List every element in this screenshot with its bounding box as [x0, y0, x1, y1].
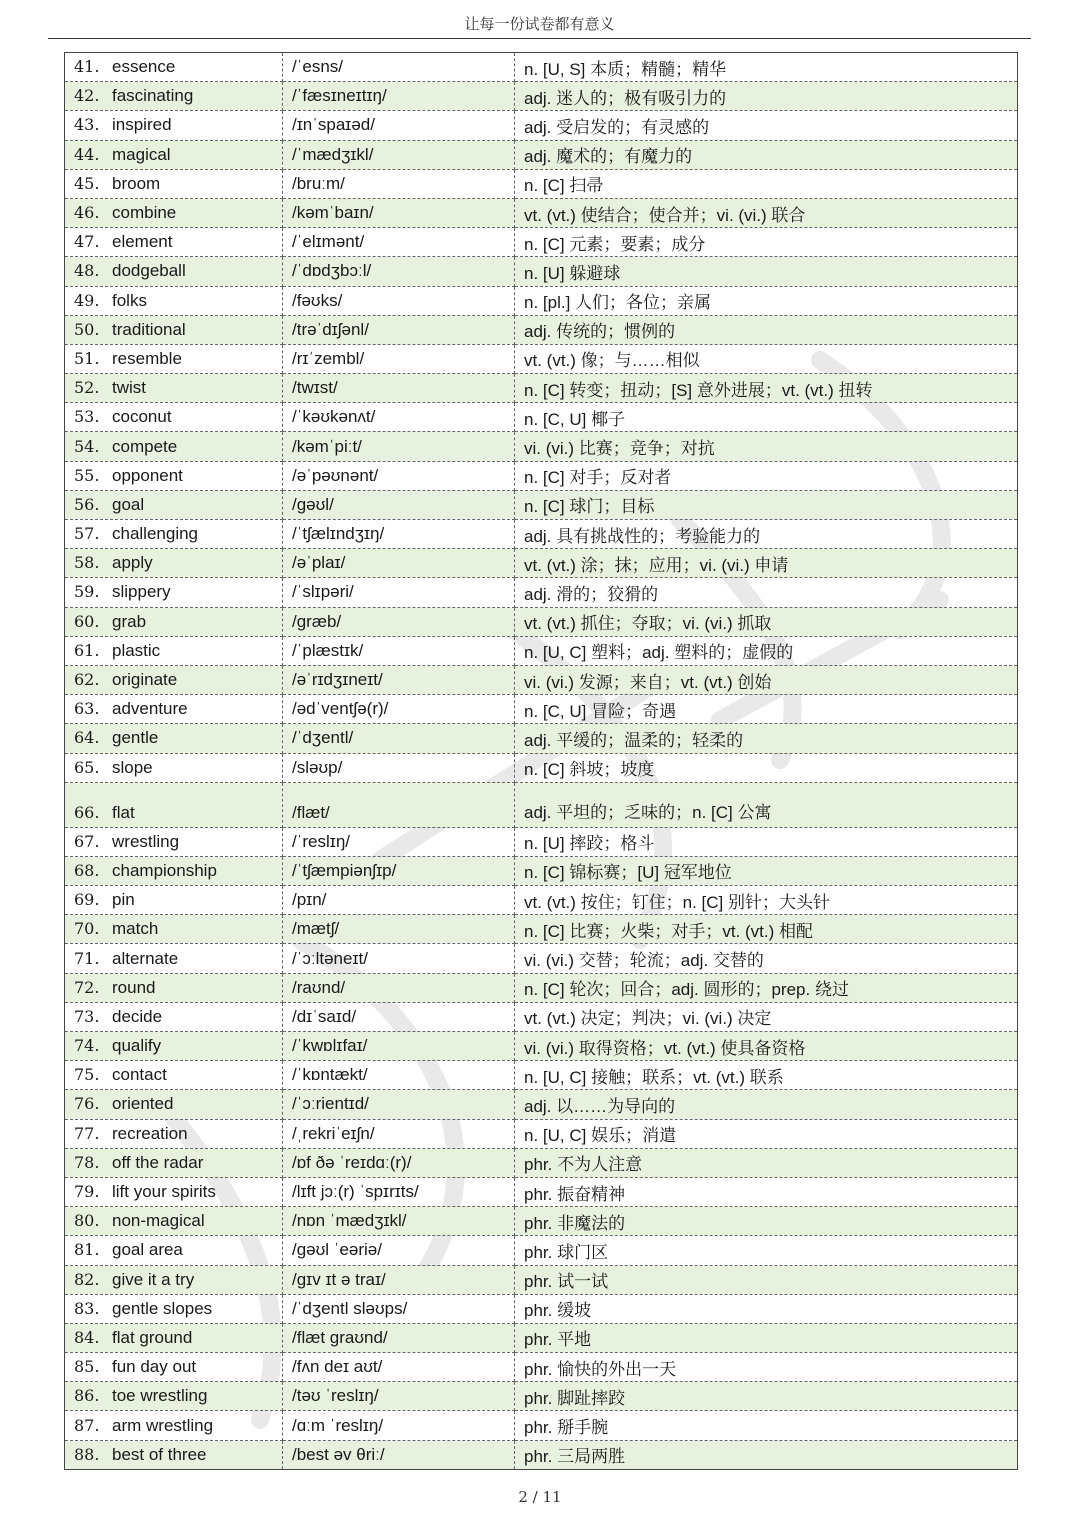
entry-meaning: vt. (vt.) 决定；判决；vi. (vi.) 决定	[515, 1002, 1018, 1031]
entry-phonetic: /flæt/	[283, 782, 515, 827]
table-row	[65, 665, 1018, 694]
entry-meaning: adj. 以……为导向的	[515, 1090, 1018, 1119]
entry-cell	[65, 169, 283, 198]
entry-meaning: phr. 非魔法的	[515, 1207, 1018, 1236]
table-row	[65, 1032, 1018, 1061]
entry-cell	[65, 607, 283, 636]
entry-word: arm wrestling	[112, 1415, 214, 1435]
table-row	[65, 915, 1018, 944]
table-row	[65, 1061, 1018, 1090]
entry-number: 62.	[74, 670, 100, 690]
entry-number: 51.	[74, 348, 100, 368]
entry-phonetic: /græb/	[283, 607, 515, 636]
table-row	[65, 403, 1018, 432]
entry-cell	[65, 695, 283, 724]
entry-number: 57.	[74, 524, 100, 544]
entry-meaning: n. [U, C] 娱乐；消遣	[515, 1119, 1018, 1148]
entry-cell	[65, 973, 283, 1002]
entry-cell	[65, 1265, 283, 1294]
entry-cell	[65, 1002, 283, 1031]
table-row	[65, 782, 1018, 827]
entry-cell	[65, 257, 283, 286]
entry-cell	[65, 856, 283, 885]
entry-phonetic: /nɒn ˈmædʒɪkl/	[283, 1207, 515, 1236]
entry-number: 74.	[74, 1036, 100, 1056]
entry-phonetic: /ˈesns/	[283, 53, 515, 82]
entry-word: apply	[112, 553, 153, 573]
entry-cell	[65, 636, 283, 665]
entry-meaning: n. [C] 锦标赛；[U] 冠军地位	[515, 856, 1018, 885]
table-row	[65, 856, 1018, 885]
entry-word: championship	[112, 860, 217, 880]
entry-meaning: n. [C] 转变；扭动；[S] 意外进展；vt. (vt.) 扭转	[515, 374, 1018, 403]
entry-phonetic: /təʊ ˈreslɪŋ/	[283, 1382, 515, 1411]
entry-phonetic: /gəʊl/	[283, 490, 515, 519]
entry-cell	[65, 1032, 283, 1061]
entry-meaning: vt. (vt.) 涂；抹；应用；vi. (vi.) 申请	[515, 549, 1018, 578]
entry-phonetic: /ˈkwɒlɪfaɪ/	[283, 1032, 515, 1061]
entry-phonetic: /ˈkəʊkənʌt/	[283, 403, 515, 432]
entry-word: toe wrestling	[112, 1386, 208, 1406]
entry-word: folks	[112, 290, 147, 310]
entry-number: 64.	[74, 728, 100, 748]
table-row	[65, 257, 1018, 286]
entry-phonetic: /ˈdʒentl/	[283, 724, 515, 753]
entry-number: 81.	[74, 1240, 100, 1260]
entry-phonetic: /ˈfæsɪneɪtɪŋ/	[283, 82, 515, 111]
entry-phonetic: /ˈɔːltəneɪt/	[283, 944, 515, 973]
entry-number: 70.	[74, 919, 100, 939]
entry-word: contact	[112, 1065, 167, 1085]
entry-number: 58.	[74, 553, 100, 573]
table-row	[65, 724, 1018, 753]
entry-cell	[65, 403, 283, 432]
entry-number: 80.	[74, 1211, 100, 1231]
entry-cell	[65, 53, 283, 82]
entry-cell	[65, 827, 283, 856]
entry-phonetic: /ɒf ðə ˈreɪdɑː(r)/	[283, 1148, 515, 1177]
entry-meaning: n. [C] 比赛；火柴；对手；vt. (vt.) 相配	[515, 915, 1018, 944]
entry-phonetic: /kəmˈbaɪn/	[283, 198, 515, 227]
table-row	[65, 315, 1018, 344]
table-row	[65, 1353, 1018, 1382]
entry-meaning: adj. 具有挑战性的；考验能力的	[515, 520, 1018, 549]
table-row	[65, 1090, 1018, 1119]
entry-phonetic: /ˈɔːrientɪd/	[283, 1090, 515, 1119]
entry-phonetic: /bruːm/	[283, 169, 515, 198]
entry-cell	[65, 432, 283, 461]
entry-number: 55.	[74, 465, 100, 485]
entry-number: 68.	[74, 860, 100, 880]
entry-word: gentle slopes	[112, 1298, 213, 1318]
entry-cell	[65, 82, 283, 111]
entry-number: 49.	[74, 290, 100, 310]
entry-meaning: adj. 受启发的；有灵感的	[515, 111, 1018, 140]
entry-number: 83.	[74, 1298, 100, 1318]
entry-cell	[65, 1294, 283, 1323]
entry-phonetic: /sləʊp/	[283, 753, 515, 782]
entry-word: traditional	[112, 319, 186, 339]
entry-cell	[65, 549, 283, 578]
entry-phonetic: /əˈpəʊnənt/	[283, 461, 515, 490]
table-row	[65, 549, 1018, 578]
entry-phonetic: /raʊnd/	[283, 973, 515, 1002]
entry-meaning: n. [U, S] 本质；精髓；精华	[515, 53, 1018, 82]
entry-meaning: n. [C] 斜坡；坡度	[515, 753, 1018, 782]
entry-meaning: phr. 不为人注意	[515, 1148, 1018, 1177]
entry-cell	[65, 1207, 283, 1236]
table-row	[65, 944, 1018, 973]
entry-cell	[65, 140, 283, 169]
entry-word: pin	[112, 890, 135, 910]
entry-phonetic: /mætʃ/	[283, 915, 515, 944]
table-row	[65, 1294, 1018, 1323]
entry-number: 45.	[74, 173, 100, 193]
entry-phonetic: /əˈplaɪ/	[283, 549, 515, 578]
entry-word: compete	[112, 436, 178, 456]
entry-phonetic: /best əv θriː/	[283, 1440, 515, 1469]
entry-word: challenging	[112, 524, 199, 544]
entry-cell	[65, 782, 283, 827]
entry-word: wrestling	[112, 831, 180, 851]
table-row	[65, 753, 1018, 782]
entry-cell	[65, 374, 283, 403]
table-row	[65, 636, 1018, 665]
entry-word: combine	[112, 203, 177, 223]
entry-meaning: phr. 球门区	[515, 1236, 1018, 1265]
entry-meaning: vt. (vt.) 使结合；使合并；vi. (vi.) 联合	[515, 198, 1018, 227]
entry-word: broom	[112, 173, 161, 193]
entry-number: 60.	[74, 611, 100, 631]
table-row	[65, 827, 1018, 856]
entry-meaning: phr. 三局两胜	[515, 1440, 1018, 1469]
entry-number: 41.	[74, 57, 100, 77]
entry-number: 67.	[74, 831, 100, 851]
entry-cell	[65, 724, 283, 753]
table-row	[65, 1323, 1018, 1352]
table-row	[65, 1207, 1018, 1236]
entry-word: oriented	[112, 1094, 174, 1114]
entry-meaning: phr. 试一试	[515, 1265, 1018, 1294]
entry-cell	[65, 1236, 283, 1265]
entry-cell	[65, 520, 283, 549]
table-row	[65, 1236, 1018, 1265]
entry-word: flat	[112, 802, 135, 822]
table-row	[65, 82, 1018, 111]
entry-number: 86.	[74, 1386, 100, 1406]
entry-phonetic: /əˈrɪdʒɪneɪt/	[283, 665, 515, 694]
entry-meaning: n. [U, C] 塑料；adj. 塑料的；虚假的	[515, 636, 1018, 665]
entry-number: 77.	[74, 1123, 100, 1143]
entry-phonetic: /ˈreslɪŋ/	[283, 827, 515, 856]
entry-meaning: phr. 愉快的外出一天	[515, 1353, 1018, 1382]
entry-phonetic: /ˈelɪmənt/	[283, 228, 515, 257]
entry-word: slope	[112, 757, 153, 777]
entry-cell	[65, 228, 283, 257]
entry-cell	[65, 1148, 283, 1177]
entry-meaning: n. [C] 元素；要素；成分	[515, 228, 1018, 257]
entry-word: grab	[112, 611, 147, 631]
entry-word: round	[112, 977, 156, 997]
entry-cell	[65, 315, 283, 344]
entry-cell	[65, 1177, 283, 1206]
entry-phonetic: /ədˈventʃə(r)/	[283, 695, 515, 724]
entry-phonetic: /ˈplæstɪk/	[283, 636, 515, 665]
entry-meaning: n. [C] 对手；反对者	[515, 461, 1018, 490]
entry-number: 61.	[74, 640, 100, 660]
entry-word: resemble	[112, 348, 182, 368]
entry-number: 54.	[74, 436, 100, 456]
entry-meaning: phr. 缓坡	[515, 1294, 1018, 1323]
table-row	[65, 520, 1018, 549]
entry-cell	[65, 1090, 283, 1119]
table-row	[65, 1382, 1018, 1411]
entry-cell	[65, 1382, 283, 1411]
entry-word: inspired	[112, 115, 172, 135]
entry-word: dodgeball	[112, 261, 186, 281]
entry-meaning: n. [C] 轮次；回合；adj. 圆形的；prep. 绕过	[515, 973, 1018, 1002]
page-header: 让每一份试卷都有意义	[48, 10, 1031, 39]
entry-cell	[65, 1119, 283, 1148]
entry-meaning: adj. 平坦的；乏味的；n. [C] 公寓	[515, 782, 1018, 827]
entry-number: 66.	[74, 802, 100, 822]
entry-number: 79.	[74, 1182, 100, 1202]
entry-meaning: adj. 迷人的；极有吸引力的	[515, 82, 1018, 111]
table-row	[65, 607, 1018, 636]
entry-number: 50.	[74, 319, 100, 339]
entry-phonetic: /ˌrekriˈeɪʃn/	[283, 1119, 515, 1148]
entry-word: flat ground	[112, 1327, 193, 1347]
entry-phonetic: /ˈdɒdʒbɔːl/	[283, 257, 515, 286]
entry-cell	[65, 286, 283, 315]
entry-number: 47.	[74, 232, 100, 252]
entry-number: 46.	[74, 203, 100, 223]
entry-number: 48.	[74, 261, 100, 281]
entry-phonetic: /pɪn/	[283, 886, 515, 915]
entry-phonetic: /ˈmædʒɪkl/	[283, 140, 515, 169]
entry-word: goal area	[112, 1240, 183, 1260]
entry-number: 53.	[74, 407, 100, 427]
entry-word: fascinating	[112, 86, 194, 106]
entry-number: 85.	[74, 1357, 100, 1377]
entry-phonetic: /ˈtʃæmpiənʃɪp/	[283, 856, 515, 885]
entry-number: 59.	[74, 582, 100, 602]
entry-number: 69.	[74, 890, 100, 910]
entry-cell	[65, 344, 283, 373]
entry-phonetic: /kəmˈpiːt/	[283, 432, 515, 461]
entry-meaning: phr. 振奋精神	[515, 1177, 1018, 1206]
entry-word: gentle	[112, 728, 159, 748]
entry-word: coconut	[112, 407, 172, 427]
entry-meaning: vi. (vi.) 取得资格；vt. (vt.) 使具备资格	[515, 1032, 1018, 1061]
entry-word: magical	[112, 144, 171, 164]
entry-number: 72.	[74, 977, 100, 997]
entry-number: 75.	[74, 1065, 100, 1085]
entry-number: 87.	[74, 1415, 100, 1435]
entry-meaning: n. [C] 球门；目标	[515, 490, 1018, 519]
table-row	[65, 695, 1018, 724]
entry-word: decide	[112, 1006, 163, 1026]
entry-word: fun day out	[112, 1357, 197, 1377]
table-row	[65, 1148, 1018, 1177]
entry-meaning: n. [pl.] 人们；各位；亲属	[515, 286, 1018, 315]
table-row	[65, 1265, 1018, 1294]
table-row	[65, 490, 1018, 519]
entry-meaning: vt. (vt.) 按住；钉住；n. [C] 别针；大头针	[515, 886, 1018, 915]
entry-word: goal	[112, 494, 145, 514]
entry-word: lift your spirits	[112, 1182, 216, 1202]
entry-cell	[65, 753, 283, 782]
table-row	[65, 228, 1018, 257]
entry-phonetic: /trəˈdɪʃənl/	[283, 315, 515, 344]
entry-meaning: n. [C, U] 椰子	[515, 403, 1018, 432]
entry-meaning: n. [C, U] 冒险；奇遇	[515, 695, 1018, 724]
entry-cell	[65, 1323, 283, 1352]
table-row	[65, 578, 1018, 607]
entry-number: 63.	[74, 699, 100, 719]
entry-phonetic: /flæt graʊnd/	[283, 1323, 515, 1352]
entry-number: 71.	[74, 948, 100, 968]
table-row	[65, 1411, 1018, 1440]
entry-cell	[65, 578, 283, 607]
entry-number: 76.	[74, 1094, 100, 1114]
vocabulary-table	[64, 52, 1018, 1470]
entry-word: alternate	[112, 948, 179, 968]
table-row	[65, 169, 1018, 198]
entry-number: 44.	[74, 144, 100, 164]
entry-number: 78.	[74, 1152, 100, 1172]
entry-phonetic: /ˈslɪpəri/	[283, 578, 515, 607]
entry-phonetic: /rɪˈzembl/	[283, 344, 515, 373]
table-row	[65, 973, 1018, 1002]
table-row	[65, 1119, 1018, 1148]
table-row	[65, 344, 1018, 373]
entry-word: adventure	[112, 699, 188, 719]
entry-word: opponent	[112, 465, 183, 485]
entry-number: 42.	[74, 86, 100, 106]
table-row	[65, 111, 1018, 140]
entry-word: originate	[112, 670, 178, 690]
entry-word: element	[112, 232, 173, 252]
entry-phonetic: /ˈkɒntækt/	[283, 1061, 515, 1090]
entry-number: 56.	[74, 494, 100, 514]
entry-cell	[65, 1353, 283, 1382]
entry-phonetic: /ˈdʒentl sləʊps/	[283, 1294, 515, 1323]
entry-meaning: n. [U] 摔跤；格斗	[515, 827, 1018, 856]
entry-meaning: vi. (vi.) 交替；轮流；adj. 交替的	[515, 944, 1018, 973]
table-row	[65, 886, 1018, 915]
entry-meaning: adj. 传统的；惯例的	[515, 315, 1018, 344]
entry-cell	[65, 886, 283, 915]
entry-cell	[65, 915, 283, 944]
table-row	[65, 461, 1018, 490]
table-row	[65, 1177, 1018, 1206]
entry-meaning: phr. 掰手腕	[515, 1411, 1018, 1440]
entry-number: 73.	[74, 1006, 100, 1026]
entry-meaning: adj. 平缓的；温柔的；轻柔的	[515, 724, 1018, 753]
entry-cell	[65, 1061, 283, 1090]
entry-number: 82.	[74, 1269, 100, 1289]
entry-phonetic: /dɪˈsaɪd/	[283, 1002, 515, 1031]
entry-word: match	[112, 919, 159, 939]
entry-number: 52.	[74, 378, 100, 398]
entry-phonetic: /ɑːm ˈreslɪŋ/	[283, 1411, 515, 1440]
entry-number: 84.	[74, 1327, 100, 1347]
entry-phonetic: /twɪst/	[283, 374, 515, 403]
table-row	[65, 374, 1018, 403]
entry-meaning: vi. (vi.) 发源；来自；vt. (vt.) 创始	[515, 665, 1018, 694]
entry-cell	[65, 198, 283, 227]
entry-word: best of three	[112, 1444, 207, 1464]
entry-word: off the radar	[112, 1152, 204, 1172]
page-number: 2 / 11	[518, 1488, 562, 1506]
entry-cell	[65, 490, 283, 519]
entry-meaning: vt. (vt.) 抓住；夺取；vi. (vi.) 抓取	[515, 607, 1018, 636]
entry-meaning: vt. (vt.) 像；与……相似	[515, 344, 1018, 373]
entry-cell	[65, 944, 283, 973]
entry-meaning: n. [U] 躲避球	[515, 257, 1018, 286]
entry-cell	[65, 1411, 283, 1440]
entry-word: non-magical	[112, 1211, 205, 1231]
entry-word: plastic	[112, 640, 161, 660]
entry-cell	[65, 665, 283, 694]
entry-phonetic: /gəʊl ˈeəriə/	[283, 1236, 515, 1265]
entry-word: give it a try	[112, 1269, 195, 1289]
table-row	[65, 53, 1018, 82]
entry-meaning: phr. 脚趾摔跤	[515, 1382, 1018, 1411]
table-row	[65, 140, 1018, 169]
table-row	[65, 432, 1018, 461]
entry-cell	[65, 111, 283, 140]
entry-number: 65.	[74, 757, 100, 777]
entry-phonetic: /lɪft jɔː(r) ˈspɪrɪts/	[283, 1177, 515, 1206]
entry-cell	[65, 1440, 283, 1469]
entry-number: 43.	[74, 115, 100, 135]
entry-meaning: phr. 平地	[515, 1323, 1018, 1352]
table-row	[65, 1002, 1018, 1031]
entry-cell	[65, 461, 283, 490]
entry-word: qualify	[112, 1036, 162, 1056]
entry-meaning: n. [C] 扫帚	[515, 169, 1018, 198]
entry-word: slippery	[112, 582, 171, 602]
table-row	[65, 286, 1018, 315]
entry-meaning: adj. 滑的；狡猾的	[515, 578, 1018, 607]
entry-phonetic: /ɪnˈspaɪəd/	[283, 111, 515, 140]
entry-word: twist	[112, 378, 146, 398]
entry-phonetic: /ˈtʃælɪndʒɪŋ/	[283, 520, 515, 549]
entry-meaning: vi. (vi.) 比赛；竞争；对抗	[515, 432, 1018, 461]
entry-word: recreation	[112, 1123, 188, 1143]
entry-phonetic: /fəʊks/	[283, 286, 515, 315]
entry-phonetic: /fʌn deɪ aʊt/	[283, 1353, 515, 1382]
entry-word: essence	[112, 57, 176, 77]
entry-meaning: adj. 魔术的；有魔力的	[515, 140, 1018, 169]
table-row	[65, 1440, 1018, 1469]
entry-meaning: n. [U, C] 接触；联系；vt. (vt.) 联系	[515, 1061, 1018, 1090]
entry-number: 88.	[74, 1444, 100, 1464]
table-row	[65, 198, 1018, 227]
entry-phonetic: /gɪv ɪt ə traɪ/	[283, 1265, 515, 1294]
